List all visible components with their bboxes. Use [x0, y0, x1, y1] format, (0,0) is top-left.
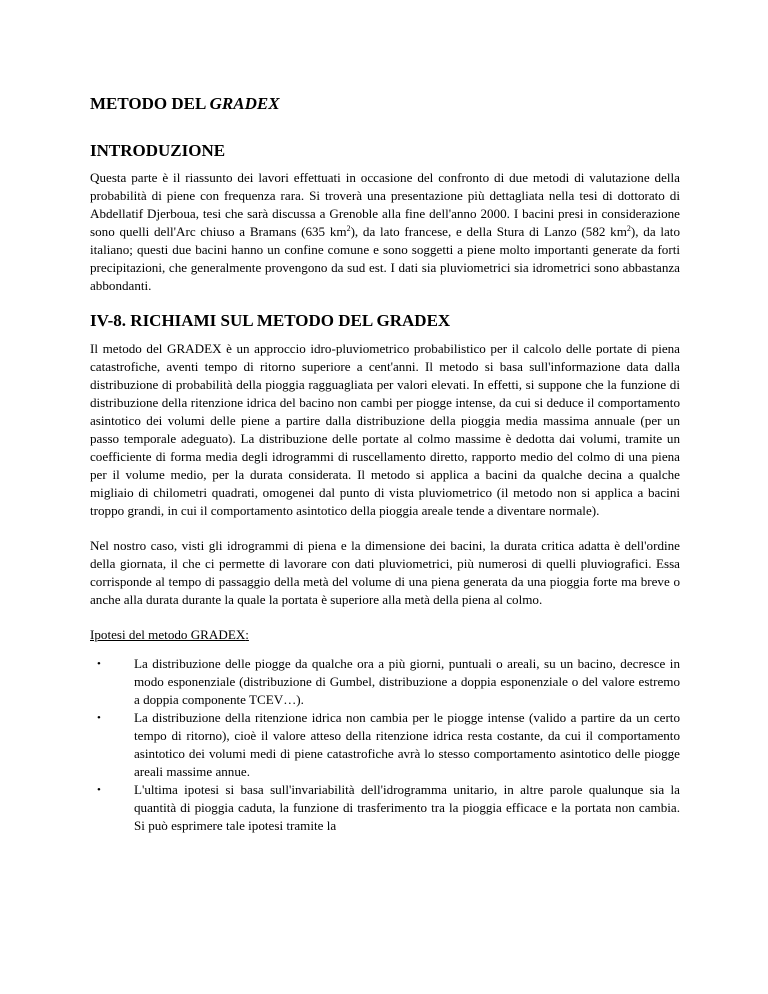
section-heading: IV-8. RICHIAMI SUL METODO DEL GRADEX [90, 311, 451, 330]
list-item-text: La distribuzione della ritenzione idrica non cambia per le piogge intense (valido a partire da un certo tempo di ritorno), cioè il valore atteso della ritenzione idrica resta costante, da cui il comportamento asintotico dei volumi medi di piene catastrofiche avrà lo stesso comportamento asintotico delle piogge areali massime annue. [134, 710, 680, 779]
intro-paragraph [90, 169, 680, 295]
body-paragraph-1: Il metodo del GRADEX è un approccio idro-pluviometrico probabilistico per il calcolo delle portate di piena catastrofiche, aventi tempo di ritorno superiore a cent'anni. Il metodo si basa sull'informazione data dalla distribuzione di probabilità della pioggia ragguagliata per valori elevati. In effetti, si suppone che la funzione di distribuzione della ritenzione idrica del bacino non cambi per piogge intense, da cui si deduce il comportamento asintotico dei volumi delle piene a partire dalla distribuzione della pioggia media massima annuale (per un passo temporale adeguato). La distribuzione delle portate al colmo massime è dedotta dai volumi, tramite un coefficiente di forma media degli idrogrammi di ruscellamento diretto, rapporto medio del colmo di una piena per il volume medio, per la durata considerata. Il metodo si applica a bacini da qualche decina a qualche migliaio di chilometri quadrati, omogenei dal punto di vista pluviometrico (il metodo non si applica a bacini troppo grandi, in cui il comportamento asintotico della pioggia areale tende a diventare normale). [90, 341, 680, 518]
intro-text-2: ), da lato francese, e della Stura di Lanzo (582 km [350, 224, 627, 239]
intro-text-1: Questa parte è il riassunto dei lavori effettuati in occasione del confronto di due metodi di valutazione della probabilità di piene con frequenza rara. Si troverà una presentazione più dettagliata nella tesi di dottorato di Abdellatif Djerboua, tesi che sarà discussa a Grenoble alla fine dell'anno 2000. I bacini presi in considerazione sono quelli dell'Arc chiuso a Bramans (635 km [90, 170, 680, 239]
list-item-text: L'ultima ipotesi si basa sull'invariabilità dell'idrogramma unitario, in altre parole qualunque sia la quantità di pioggia caduta, la funzione di trasferimento tra la pioggia efficace e la portata non cambia. Si può esprimere tale ipotesi tramite la [134, 782, 680, 833]
document-title-italic: GRADEX [209, 94, 280, 113]
hypotheses-subheading-text: Ipotesi del metodo GRADEX [90, 627, 246, 642]
superscript-2: 2 [626, 224, 631, 233]
bullet-icon: • [97, 784, 101, 796]
hypotheses-subheading [90, 626, 680, 644]
hypotheses-subheading-colon: : [245, 627, 249, 642]
hypotheses-list [90, 655, 680, 835]
body-paragraph-2: Nel nostro caso, visti gli idrogrammi di piena e la dimensione dei bacini, la durata critica adatta è dell'ordine della giornata, il che ci permette di lavorare con dati pluviometrici, più numerosi di quelli pluviografici. Essa corrisponde al tempo di passaggio della metà del volume di una piena generata da una pioggia forte ma breve o anche alla durata durante la quale la portata è superiore alla metà della piena al colmo. [90, 538, 680, 607]
intro-text-3: ), da lato italiano; questi due bacini hanno un confine comune e sono soggetti a piene molto importanti generate da forti precipitazioni, che generalmente provengono da sud est. I dati sia pluviometrici sia idrometrici sono abbastanza abbondanti. [90, 224, 680, 293]
superscript-2: 2 [346, 224, 351, 233]
list-item [97, 709, 680, 781]
bullet-icon: • [97, 712, 101, 724]
document-title [90, 94, 680, 114]
document-title-text: METODO DEL [90, 94, 210, 113]
intro-heading: INTRODUZIONE [90, 141, 226, 160]
list-item-text: La distribuzione delle piogge da qualche ora a più giorni, puntuali o areali, su un bacino, decresce in modo esponenziale (distribuzione di Gumbel, distribuzione a doppia esponenziale o del valore estremo a doppia componente TCEV…). [134, 656, 680, 707]
list-item [97, 781, 680, 835]
document-page [90, 94, 680, 835]
list-item [97, 655, 680, 709]
bullet-icon: • [97, 658, 101, 670]
